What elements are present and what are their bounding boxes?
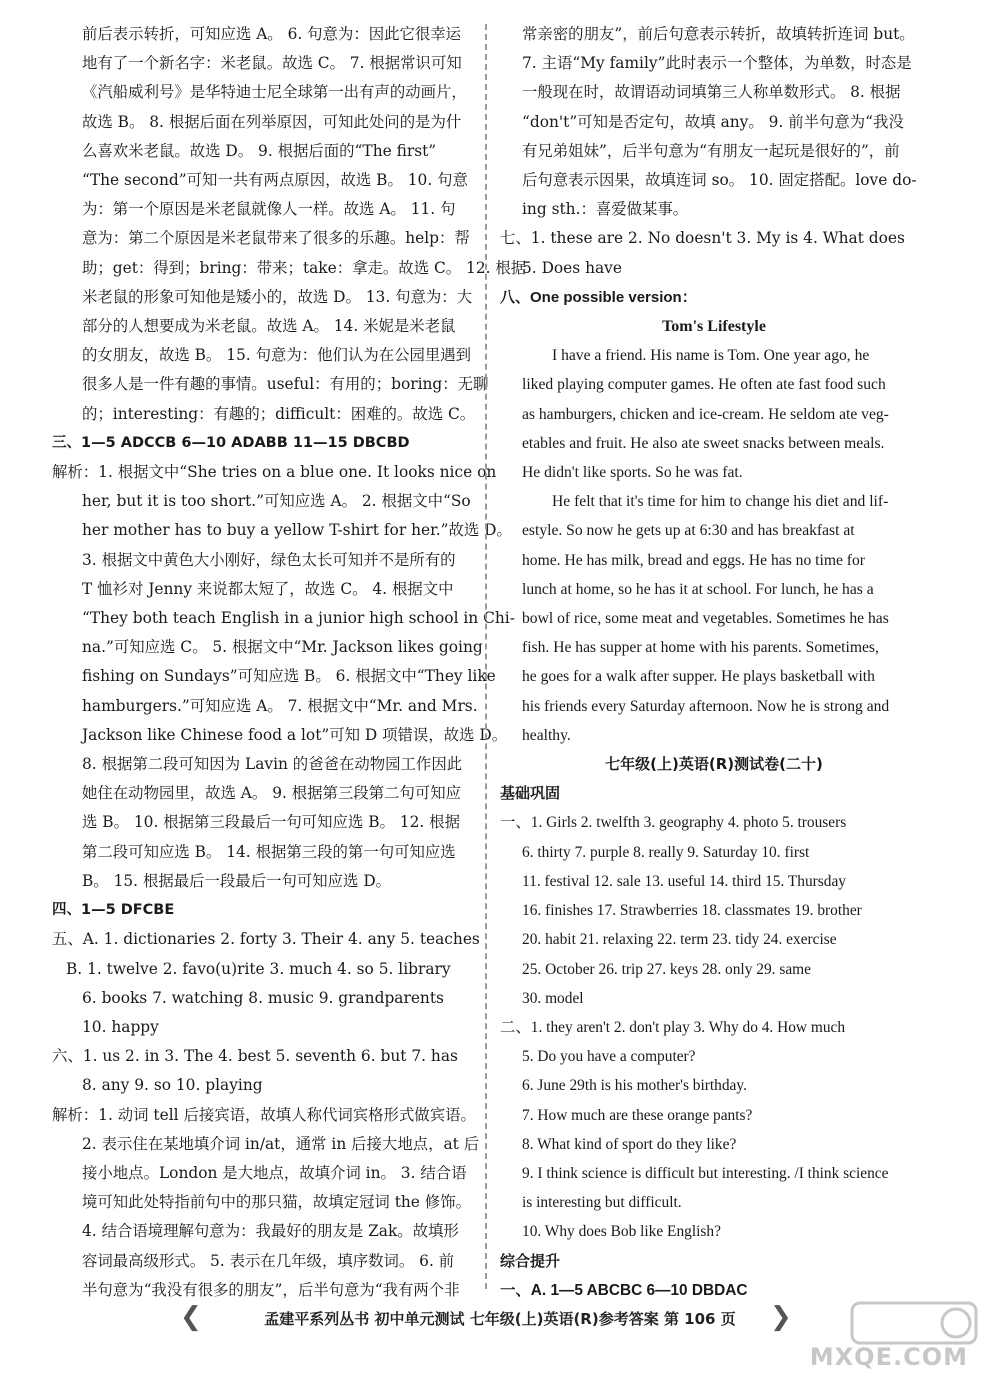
left-line: 接小地点。London 是大地点，故填介词 in。 3. 结合语 <box>82 1163 467 1182</box>
left-line: 很多人是一件有趣的事情。useful：有用的；boring：无聊 <box>82 375 489 394</box>
section-8-label: 八、One possible version： <box>500 288 697 306</box>
comprehensive-answers: 一、A. 1—5 ABCBC 6—10 DBDAC <box>500 1281 748 1299</box>
analysis-line: ing sth.：喜爱做某事。 <box>522 200 689 219</box>
left-line: 部分的人想要成为米老鼠。故选 A。 14. 米妮是米老鼠 <box>82 317 456 336</box>
analysis-line: 后句意表示因果，故填连词 so。 10. 固定搭配。love do- <box>522 171 917 190</box>
left-line: 6. books 7. watching 8. music 9. grandparents <box>82 988 444 1007</box>
left-line: B。 15. 根据最后一段最后一句可知应选 D。 <box>82 871 392 890</box>
left-line: 为：第一个原因是米老鼠就像人一样。故选 A。 11. 句 <box>82 200 456 219</box>
chevron-left-icon[interactable]: ❮ <box>180 1302 202 1332</box>
left-line: 解析：1. 根据文中“She tries on a blue one. It looks nice on <box>52 463 497 482</box>
chevron-right-icon[interactable]: ❯ <box>770 1302 792 1332</box>
left-line: 选 B。 10. 根据第三段最后一句可知应选 B。 12. 根据 <box>82 813 460 832</box>
part-1-line: 11. festival 12. sale 13. useful 14. third 15. Thursday <box>522 872 847 890</box>
left-line: 么喜欢米老鼠。故选 D。 9. 根据后面的“The first” <box>82 141 437 160</box>
part-1-line: 30. model <box>522 989 584 1007</box>
essay-line: home. He has milk, bread and eggs. He has no time for <box>522 551 865 569</box>
essay-line: I have a friend. His name is Tom. One year ago, he <box>552 347 870 365</box>
left-line: 米老鼠的形象可知他是矮小的，故选 D。 13. 句意为：大 <box>82 287 473 306</box>
right-column <box>500 20 928 1305</box>
left-line: 10. happy <box>82 1017 159 1036</box>
left-line: 助；get：得到；bring：带来；take：拿走。故选 C。 12. 根据 <box>82 258 527 277</box>
left-line: 8. any 9. so 10. playing <box>82 1076 263 1095</box>
part-2-line: 7. How much are these orange pants? <box>522 1106 753 1124</box>
essay-line: liked playing computer games. He often ate fast food such <box>522 376 886 394</box>
part-2-line: 10. Why does Bob like English? <box>522 1223 721 1241</box>
part-1-line: 25. October 26. trip 27. keys 28. only 29. same <box>522 960 811 978</box>
essay-paragraph-1 <box>500 341 928 487</box>
essay-line: bowl of rice, some meat and vegetables. Sometimes he has <box>522 610 889 628</box>
test-title: 七年级(上)英语(R)测试卷(二十) <box>605 755 823 774</box>
comprehensive-section-label: 综合提升 <box>500 1251 561 1270</box>
section-7-line-2: 5. Does have <box>522 258 622 277</box>
part-2-line: is interesting but difficult. <box>522 1194 682 1212</box>
essay-line: etables and fruit. He also ate sweet snacks between meals. <box>522 434 885 452</box>
left-line: 《汽船威利号》是华特迪士尼全球第一出有声的动画片， <box>82 83 467 102</box>
left-line: her, but it is too short.”可知应选 A。 2. 根据文中“So <box>82 492 471 511</box>
left-line: her mother has to buy a yellow T-shirt for her.”故选 D。 <box>82 521 512 540</box>
analysis-continued <box>500 20 928 224</box>
essay-line: estyle. So now he gets up at 6:30 and has breakfast at <box>522 522 855 540</box>
left-line: 六、1. us 2. in 3. The 4. best 5. seventh 6. but 7. has <box>52 1047 458 1066</box>
left-line: 2. 表示住在某地填介词 in/at，通常 in 后接大地点，at 后 <box>82 1134 480 1153</box>
essay-title: Tom's Lifestyle <box>662 318 766 336</box>
part-1-line: 6. thirty 7. purple 8. really 9. Saturday 10. first <box>522 843 810 861</box>
left-line: 境可知此处特指前句中的那只猫，故填定冠词 the 修饰。 <box>82 1193 471 1212</box>
part-1-answers <box>500 808 928 1012</box>
essay-line: lunch at home, so he has it at school. For lunch, he has a <box>522 580 874 598</box>
essay-line: He didn't like sports. So he was fat. <box>522 464 743 482</box>
watermark-url: MXQE.COM <box>809 1343 968 1371</box>
essay-line: his friends every Saturday afternoon. Now he is strong and <box>522 697 890 715</box>
left-line: “They both teach English in a junior high school in Chi- <box>82 609 515 628</box>
left-line: 的；interesting：有趣的；difficult：困难的。故选 C。 <box>82 404 476 423</box>
left-line: 三、1—5 ADCCB 6—10 ADABB 11—15 DBCBD <box>52 434 410 451</box>
left-column <box>52 20 527 1305</box>
left-line: 第二段可知应选 B。 14. 根据第三段的第一句可知应选 <box>82 842 456 861</box>
footer-caption: 孟建平系列丛书 初中单元测试 七年级(上)英语(R)参考答案 第 106 页 <box>264 1310 736 1328</box>
part-1-line: 一、1. Girls 2. twelfth 3. geography 4. photo 5. trousers <box>500 814 847 832</box>
column-divider <box>485 24 487 1289</box>
left-line: 意为：第二个原因是米老鼠带来了很多的乐趣。help：帮 <box>82 229 470 248</box>
left-line: 3. 根据文中黄色大小刚好，绿色太长可知并不是所有的 <box>82 550 456 569</box>
essay-paragraph-2 <box>500 487 928 750</box>
part-2-line: 5. Do you have a computer? <box>522 1048 696 1066</box>
watermark-logo <box>809 1299 988 1379</box>
left-line: T 恤衫对 Jenny 来说都太短了，故选 C。 4. 根据文中 <box>82 579 454 598</box>
left-line: 她住在动物园里，故选 A。 9. 根据第三段第二句可知应 <box>82 784 462 803</box>
left-line: 地有了一个新名字：米老鼠。故选 C。 7. 根据常识可知 <box>82 54 462 73</box>
part-2-line: 二、1. they aren't 2. don't play 3. Why do 4. How much <box>500 1018 846 1036</box>
essay-line: he goes for a walk after supper. He plays basketball with <box>522 668 875 686</box>
essay-line: healthy. <box>522 726 571 744</box>
essay-line: fish. He has supper at home with his parents. Sometimes, <box>522 639 879 657</box>
left-line: Jackson like Chinese food a lot”可知 D 项错误，故选 D。 <box>82 725 508 744</box>
analysis-line: “don't”可知是否定句，故填 any。 9. 前半句意为“我没 <box>522 112 904 131</box>
left-line: 五、A. 1. dictionaries 2. forty 3. Their 4. any 5. teaches <box>52 930 480 949</box>
left-line: hamburgers.”可知应选 A。 7. 根据文中“Mr. and Mrs. <box>82 696 478 715</box>
part-2-line: 8. What kind of sport do they like? <box>522 1135 737 1153</box>
part-2-line: 6. June 29th is his mother's birthday. <box>522 1077 747 1095</box>
part-1-line: 20. habit 21. relaxing 22. term 23. tidy 24. exercise <box>522 931 837 949</box>
left-line: B. 1. twelve 2. favo(u)rite 3. much 4. so 5. library <box>66 959 451 978</box>
left-line: 的女朋友，故选 B。 15. 句意为：他们认为在公园里遇到 <box>82 346 472 365</box>
left-line: na.”可知应选 C。 5. 根据文中“Mr. Jackson likes going <box>82 638 483 657</box>
part-2-line: 9. I think science is difficult but interesting. /I think science <box>522 1164 889 1182</box>
essay-line: He felt that it's time for him to change his diet and lif- <box>552 493 889 511</box>
section-7-line-1: 七、1. these are 2. No doesn't 3. My is 4. What does <box>500 229 905 248</box>
left-line: 容词最高级形式。 5. 表示在几年级，填序数词。 6. 前 <box>82 1251 455 1270</box>
analysis-line: 常亲密的朋友”，前后句意表示转折，故填转折连词 but。 <box>522 25 915 43</box>
left-line: fishing on Sundays”可知应选 B。 6. 根据文中“They like <box>82 667 496 686</box>
left-line: 四、1—5 DFCBE <box>52 902 175 919</box>
left-line: 前后表示转折，可知应选 A。 6. 句意为：因此它很幸运 <box>82 25 462 43</box>
part-1-line: 16. finishes 17. Strawberries 18. classmates 19. brother <box>522 902 862 920</box>
analysis-line: 有兄弟姐妹”，后半句意为“有朋友一起玩是很好的”，前 <box>522 141 900 160</box>
left-line: 8. 根据第二段可知因为 Lavin 的爸爸在动物园工作因此 <box>82 755 463 774</box>
left-line: 半句意为“我没有很多的朋友”，后半句意为“我有两个非 <box>82 1280 460 1299</box>
essay-line: as hamburgers, chicken and ice-cream. He seldom ate veg- <box>522 405 889 423</box>
left-line: 故选 B。 8. 根据后面在列举原因，可知此处问的是为什 <box>82 112 462 131</box>
left-line: “The second”可知一共有两点原因，故选 B。 10. 句意 <box>82 171 468 190</box>
basic-section-label: 基础巩固 <box>500 784 561 803</box>
left-line: 解析：1. 动词 tell 后接宾语，故填人称代词宾格形式做宾语。 <box>52 1105 476 1124</box>
analysis-line: 一般现在时，故谓语动词填第三人称单数形式。 8. 根据 <box>522 83 901 102</box>
left-line: 4. 结合语境理解句意为：我最好的朋友是 Zak。故填形 <box>82 1222 459 1241</box>
analysis-line: 7. 主语“My family”此时表示一个整体，为单数，时态是 <box>522 54 912 73</box>
part-2-answers <box>500 1013 928 1247</box>
